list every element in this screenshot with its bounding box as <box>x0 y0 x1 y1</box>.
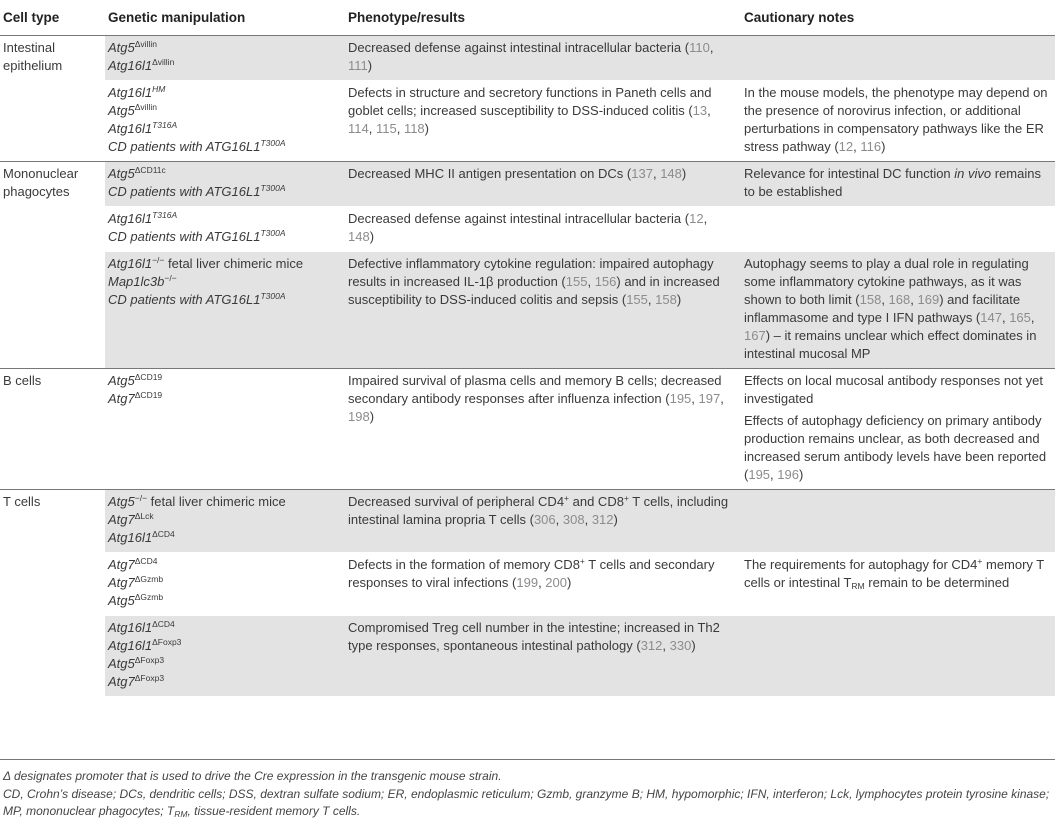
text-segment: T316A <box>152 120 178 130</box>
text-segment: In the mouse models, the phenotype may depend on the presence of norovirus infection, or additional perturbations in compensatory pathways like the ER stress pathway ( <box>744 85 1048 154</box>
header-row <box>0 4 1055 36</box>
footnote <box>3 768 1051 786</box>
text-segment: ΔGzmb <box>134 592 164 602</box>
table-row <box>0 162 1055 207</box>
citation-ref: 114 <box>348 121 369 136</box>
text-segment: ) <box>424 121 430 136</box>
citation-ref: 12 <box>838 139 854 154</box>
text-segment: and CD8 <box>569 494 624 509</box>
citation-ref: 195 <box>669 391 692 406</box>
text-segment: , <box>703 211 708 226</box>
text-segment: , <box>881 292 889 307</box>
header-cautionary-notes: Cautionary notes <box>741 4 1055 36</box>
text-segment: Defects in the formation of memory CD8 <box>348 557 580 572</box>
text-segment: Atg7 <box>108 557 135 572</box>
phenotype-cell <box>345 369 741 490</box>
text-segment: ΔCD19 <box>134 372 163 382</box>
genetic-line <box>108 390 340 408</box>
citation-ref: 158 <box>655 292 677 307</box>
text-segment: + <box>564 493 570 503</box>
text-segment: CD patients with ATG16L1 <box>108 184 261 199</box>
text-segment: , <box>584 512 592 527</box>
text-segment: memory T cells or intestinal T <box>744 557 1045 590</box>
table-row <box>0 36 1055 81</box>
note-text <box>744 255 1050 363</box>
text-segment: Atg5 <box>108 656 135 671</box>
cautionary-notes-cell <box>741 553 1055 616</box>
note-text <box>744 372 1050 408</box>
text-segment: ΔLck <box>134 511 154 521</box>
genetic-manipulation-cell <box>105 207 345 252</box>
text-segment: , <box>647 292 656 307</box>
genetic-line <box>108 592 340 610</box>
text-segment: T cells, including intestinal lamina propria T cells ( <box>348 494 729 527</box>
text-segment: −/− <box>134 493 148 503</box>
genetic-manipulation-cell <box>105 616 345 697</box>
text-segment: Atg7 <box>108 391 135 406</box>
genetic-line <box>108 556 340 574</box>
text-segment: Defective inflammatory cytokine regulation: impaired autophagy results in increased IL-1β production ( <box>348 256 714 289</box>
citation-ref: 155 <box>565 274 588 289</box>
cautionary-notes-cell <box>741 490 1055 553</box>
text-segment: Atg7 <box>108 674 135 689</box>
text-segment: The requirements for autophagy for CD4 <box>744 557 978 572</box>
citation-ref: 198 <box>348 409 370 424</box>
text-segment: −/− <box>164 273 177 283</box>
text-segment: Atg16l1 <box>108 620 153 635</box>
cell-type-label: B cells <box>0 369 105 490</box>
cautionary-notes-cell <box>741 162 1055 207</box>
text-segment: ΔCD4 <box>134 556 158 566</box>
text-segment: ) <box>567 575 572 590</box>
text-segment: ΔFoxp3 <box>134 655 165 665</box>
citation-ref: 169 <box>917 292 940 307</box>
genetic-line <box>108 255 340 273</box>
cautionary-notes-cell <box>741 369 1055 490</box>
text-segment: Decreased survival of peripheral CD4 <box>348 494 565 509</box>
table-footnotes <box>3 768 1051 821</box>
text-segment: Δ designates promoter that is used to drive the Cre expression in the transgenic mouse strain. <box>3 769 502 783</box>
cautionary-notes-cell <box>741 616 1055 697</box>
genetic-line <box>108 655 340 673</box>
phenotype-cell <box>345 252 741 369</box>
citation-ref: 195 <box>748 467 771 482</box>
text-segment: ) <box>613 512 618 527</box>
citation-ref: 147 <box>980 310 1002 325</box>
text-segment: ) <box>676 292 682 307</box>
citation-ref: 312 <box>640 638 663 653</box>
text-segment: CD patients with ATG16L1 <box>108 292 261 307</box>
text-segment: T300A <box>260 291 286 301</box>
citation-ref: 165 <box>1009 310 1031 325</box>
text-segment: , <box>770 467 778 482</box>
text-segment: + <box>623 493 629 503</box>
header-cell-type: Cell type <box>0 4 105 36</box>
text-segment: −/− <box>152 255 165 265</box>
cautionary-notes-cell <box>741 207 1055 252</box>
citation-ref: 116 <box>860 139 882 154</box>
text-segment: , <box>709 40 714 55</box>
citation-ref: 12 <box>689 211 704 226</box>
phenotype-text <box>348 619 736 655</box>
footnote <box>3 786 1051 821</box>
text-segment: ) <box>691 638 696 653</box>
text-segment: , <box>662 638 670 653</box>
phenotype-cell <box>345 81 741 162</box>
citation-ref: 196 <box>777 467 799 482</box>
text-segment: remains to be established <box>744 166 1041 199</box>
citation-ref: 197 <box>698 391 721 406</box>
text-segment: Effects of autophagy deficiency on primary antibody production remains unclear, as both decreased and increased serum antibody levels have been reported ( <box>744 413 1047 482</box>
text-segment: + <box>579 556 585 566</box>
genetic-line <box>108 138 340 156</box>
citation-ref: 200 <box>545 575 567 590</box>
text-segment: Δvillin <box>134 39 157 49</box>
text-segment: Impaired survival of plasma cells and memory B cells; decreased secondary antibody responses after influenza infection ( <box>348 373 722 406</box>
text-segment: ΔCD4 <box>152 619 175 629</box>
text-segment: , <box>555 512 563 527</box>
text-segment: HM <box>152 84 166 94</box>
genetic-line <box>108 511 340 529</box>
phenotype-cell <box>345 616 741 697</box>
text-segment: Atg16l1 <box>108 530 153 545</box>
text-segment: Atg16l1 <box>108 211 153 226</box>
text-segment: , <box>720 391 724 406</box>
text-segment: Atg5 <box>108 593 135 608</box>
text-segment: Δvillin <box>152 57 175 67</box>
text-segment: Decreased defense against intestinal intracellular bacteria ( <box>348 40 690 55</box>
genetic-line <box>108 637 340 655</box>
citation-ref: 306 <box>533 512 556 527</box>
genetic-line <box>108 39 340 57</box>
phenotype-cell <box>345 36 741 81</box>
phenotype-text <box>348 84 736 138</box>
text-segment: T300A <box>260 138 286 148</box>
text-segment: Autophagy seems to play a dual role in regulating some inflammatory cytokine pathways, as it was shown to both limit ( <box>744 256 1029 307</box>
citation-ref: 158 <box>859 292 882 307</box>
citation-ref: 111 <box>348 58 368 73</box>
genetic-line <box>108 493 340 511</box>
citation-ref: 199 <box>516 575 539 590</box>
header-genetic-manipulation: Genetic manipulation <box>105 4 345 36</box>
genetic-line <box>108 165 340 183</box>
text-segment: , <box>587 274 595 289</box>
text-segment: Atg5 <box>108 166 135 181</box>
genetic-line <box>108 372 340 390</box>
text-segment: Defects in structure and secretory functions in Paneth cells and goblet cells; increased susceptibility to DSS-induced colitis ( <box>348 85 712 118</box>
text-segment: remain to be determined <box>864 575 1010 590</box>
text-segment: Atg7 <box>108 512 135 527</box>
text-segment: Atg16l1 <box>108 638 153 653</box>
table-row <box>0 252 1055 369</box>
genetic-line <box>108 273 340 291</box>
text-segment: T300A <box>260 228 286 238</box>
citation-ref: 148 <box>660 166 682 181</box>
note-text <box>744 84 1050 156</box>
text-segment: Atg16l1 <box>108 256 153 271</box>
text-segment: ) <box>367 58 373 73</box>
cautionary-notes-cell <box>741 81 1055 162</box>
text-segment: ) – it remains unclear which effect dominates in intestinal mucosal MP <box>744 328 1037 361</box>
note-text <box>744 556 1050 592</box>
cell-type-label: Intestinal epithelium <box>3 40 63 73</box>
genetic-manipulation-cell <box>105 553 345 616</box>
text-segment: Atg16l1 <box>108 85 153 100</box>
citation-ref: 168 <box>888 292 911 307</box>
phenotype-cell <box>345 207 741 252</box>
text-segment: fetal liver chimeric mice <box>147 494 286 509</box>
cell-type-label: Mononuclear phagocytes <box>0 162 105 369</box>
genetic-manipulation-cell <box>105 252 345 369</box>
table-row <box>0 616 1055 697</box>
table-header <box>0 4 1055 36</box>
text-segment: Atg5 <box>108 103 135 118</box>
text-segment: Atg16l1 <box>108 121 153 136</box>
citation-ref: 155 <box>626 292 648 307</box>
phenotype-text <box>348 165 736 183</box>
text-segment: ΔFoxp3 <box>152 637 182 647</box>
citation-ref: 167 <box>744 328 766 343</box>
text-segment: Atg7 <box>108 575 135 590</box>
text-segment: , <box>1030 310 1035 325</box>
text-segment: , <box>691 391 699 406</box>
citation-ref: 137 <box>631 166 653 181</box>
text-segment: Relevance for intestinal DC function <box>744 166 955 181</box>
citation-ref: 312 <box>591 512 614 527</box>
phenotype-text <box>348 39 736 75</box>
genetic-line <box>108 291 340 309</box>
text-segment: CD, Crohn’s disease; DCs, dendritic cells; DSS, dextran sulfate sodium; ER, endoplasmic reticulum; Gzmb, granzyme B; HM, hypomorphic; IFN, interferon; Lck, lymphocytes protein tyrosine kinase; MP, mononuclear phagocytes; T <box>3 786 1050 818</box>
citation-ref: 156 <box>594 274 617 289</box>
table-row <box>0 553 1055 616</box>
genetic-manipulation-cell <box>105 369 345 490</box>
cell-type-label: T cells <box>0 490 105 697</box>
text-segment: ) <box>681 166 687 181</box>
cautionary-notes-cell <box>741 252 1055 369</box>
text-segment: , <box>853 139 861 154</box>
text-segment: , <box>538 575 546 590</box>
text-segment: ) <box>369 409 375 424</box>
phenotype-cell <box>345 553 741 616</box>
text-segment: fetal liver chimeric mice <box>164 256 304 271</box>
text-segment: T cells and secondary responses to viral infections ( <box>348 557 715 590</box>
text-segment: Δvillin <box>134 102 157 112</box>
table-row <box>0 81 1055 162</box>
phenotype-text <box>348 493 736 529</box>
text-segment: Atg5 <box>108 373 135 388</box>
text-segment: ΔCD4 <box>152 529 175 539</box>
text-segment: ) <box>881 139 886 154</box>
cautionary-notes-cell <box>741 36 1055 81</box>
genetic-manipulation-cell <box>105 81 345 162</box>
citation-ref: 330 <box>669 638 692 653</box>
citation-ref: 115 <box>375 121 397 136</box>
genetic-manipulation-cell <box>105 36 345 81</box>
phenotype-text <box>348 255 736 309</box>
genetic-line <box>108 102 340 120</box>
text-segment: , <box>368 121 376 136</box>
phenotype-cell <box>345 162 741 207</box>
text-segment: , <box>396 121 404 136</box>
text-segment: in vivo <box>954 166 992 181</box>
text-segment: Map1lc3b <box>108 274 165 289</box>
genetic-line <box>108 84 340 102</box>
header-phenotype-results: Phenotype/results <box>345 4 741 36</box>
text-segment: + <box>977 556 983 566</box>
text-segment: , <box>652 166 661 181</box>
genetic-line <box>108 574 340 592</box>
text-segment: Decreased defense against intestinal intracellular bacteria ( <box>348 211 690 226</box>
genetic-line <box>108 673 340 691</box>
phenotype-text <box>348 210 736 246</box>
text-segment: ) <box>798 467 804 482</box>
phenotype-text <box>348 556 736 592</box>
genetic-line <box>108 120 340 138</box>
table-body <box>0 36 1055 697</box>
text-segment: CD patients with ATG16L1 <box>108 229 261 244</box>
text-segment: ) and facilitate inflammasome and type I IFN pathways ( <box>744 292 1021 325</box>
text-segment: , <box>707 103 711 118</box>
text-segment: RM <box>851 581 865 591</box>
table-row <box>0 490 1055 553</box>
note-text <box>744 165 1050 201</box>
text-segment: Decreased MHC II antigen presentation on DCs ( <box>348 166 632 181</box>
table-row <box>0 207 1055 252</box>
text-segment: Atg5 <box>108 494 135 509</box>
text-segment: ) and in increased susceptibility to DSS-induced colitis and sepsis ( <box>348 274 720 307</box>
table-bottom-rule <box>0 759 1055 760</box>
text-segment: ΔCD11c <box>134 165 166 175</box>
text-segment: Atg16l1 <box>108 58 153 73</box>
phenotype-cell <box>345 490 741 553</box>
text-segment: Compromised Treg cell number in the intestine; increased in Th2 type responses, spontaneous intestinal pathology ( <box>348 620 720 653</box>
text-segment: ) <box>369 229 375 244</box>
text-segment: , <box>1001 310 1010 325</box>
text-segment: Effects on local mucosal antibody responses not yet investigated <box>744 373 1043 406</box>
text-segment: ΔGzmb <box>134 574 164 584</box>
note-text <box>744 412 1050 484</box>
text-segment: ΔFoxp3 <box>134 673 165 683</box>
citation-ref: 13 <box>692 103 708 118</box>
citation-ref: 308 <box>562 512 585 527</box>
text-segment: T316A <box>152 210 178 220</box>
citation-ref: 118 <box>403 121 425 136</box>
text-segment: ΔCD19 <box>134 390 163 400</box>
genetic-manipulation-cell <box>105 162 345 207</box>
table-row <box>0 369 1055 490</box>
citation-ref: 110 <box>689 40 710 55</box>
genetic-line <box>108 529 340 547</box>
text-segment: T300A <box>260 183 286 193</box>
genetic-line <box>108 183 340 201</box>
text-segment: CD patients with ATG16L1 <box>108 139 261 154</box>
genetic-line <box>108 210 340 228</box>
text-segment: , <box>910 292 918 307</box>
autophagy-table <box>0 4 1055 696</box>
phenotype-text <box>348 372 736 426</box>
genetic-line <box>108 57 340 75</box>
genetic-manipulation-cell <box>105 490 345 553</box>
text-segment: , tissue-resident memory T cells. <box>187 804 361 818</box>
text-segment: RM <box>174 809 188 819</box>
citation-ref: 148 <box>348 229 370 244</box>
genetic-line <box>108 619 340 637</box>
text-segment: Atg5 <box>108 40 135 55</box>
genetic-line <box>108 228 340 246</box>
